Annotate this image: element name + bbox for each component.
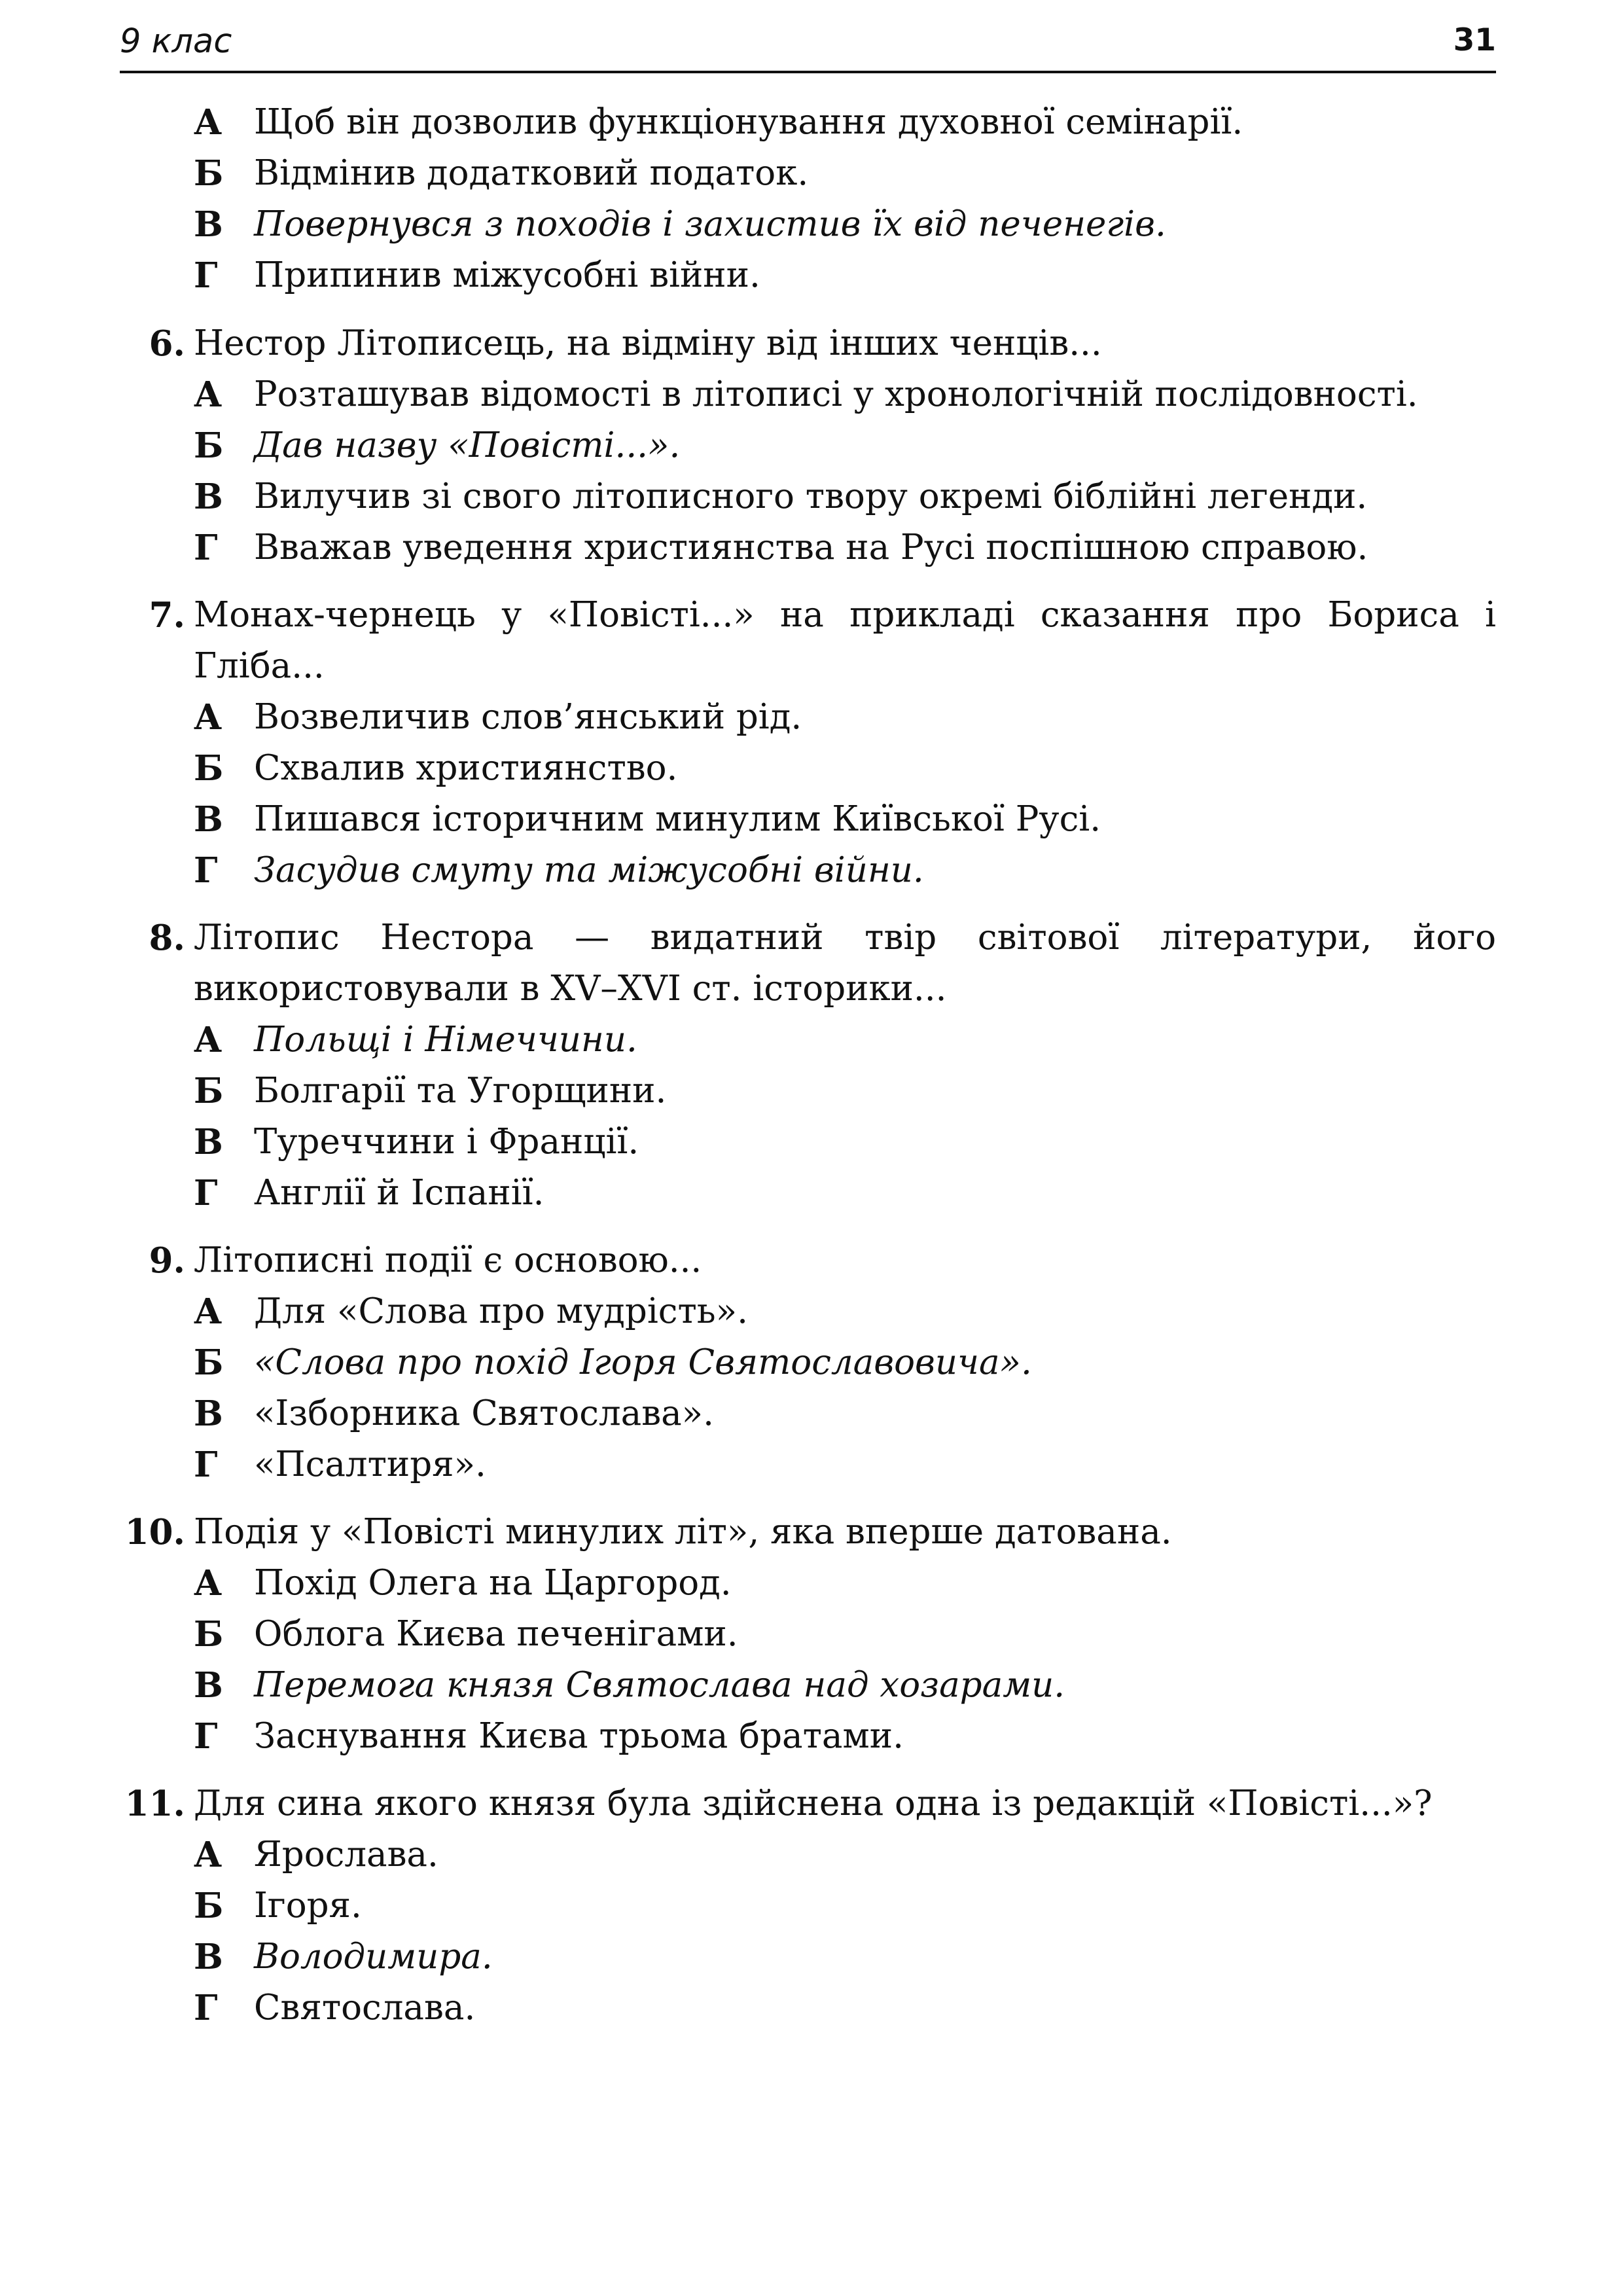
answer-options (194, 1286, 1496, 1490)
option-text: Святослава. (254, 1988, 476, 2028)
question-text: Літописні події є основою... (194, 1240, 702, 1280)
option-v (194, 1388, 1496, 1439)
option-letter: Г (194, 850, 218, 891)
question-text: Нестор Літописець, на відміну від інших ченців... (194, 323, 1102, 363)
question-number: 10. (124, 1512, 185, 1552)
option-letter: В (194, 1393, 223, 1434)
option-letter: А (194, 1291, 223, 1332)
option-g-correct (194, 845, 1496, 896)
option-letter: Б (194, 425, 224, 466)
option-letter: Б (194, 1071, 224, 1111)
option-g (194, 1711, 1496, 1762)
option-v-correct (194, 1931, 1496, 1982)
option-letter: А (194, 102, 223, 143)
answer-options (194, 369, 1496, 573)
option-g (194, 250, 1496, 301)
option-text: Припинив міжусобні війни. (254, 255, 760, 295)
option-letter: А (194, 1835, 223, 1875)
option-g (194, 1439, 1496, 1490)
option-text: Болгарії та Угорщини. (254, 1071, 667, 1111)
option-text: Дав назву «Повісті...». (254, 425, 681, 465)
option-g (194, 1168, 1496, 1219)
option-a (194, 692, 1496, 743)
question-number: 7. (149, 595, 185, 636)
option-letter: Г (194, 1444, 218, 1485)
option-text: Облога Києва печенігами. (254, 1614, 738, 1654)
option-letter: А (194, 1563, 223, 1604)
option-letter: Б (194, 1342, 224, 1383)
question-text: Подія у «Повісті минулих літ», яка вперше датована. (194, 1512, 1172, 1552)
question-8 (120, 912, 1496, 1219)
question-9 (120, 1235, 1496, 1490)
answer-options (194, 692, 1496, 896)
option-text: «Слова про похід Ігоря Святославовича». (254, 1342, 1032, 1382)
option-b (194, 1609, 1496, 1660)
option-text: Польщі і Німеччини. (254, 1020, 637, 1060)
option-v (194, 1117, 1496, 1168)
option-text: Для «Слова про мудрість». (254, 1291, 748, 1331)
option-letter: В (194, 1937, 223, 1977)
option-text: Схвалив християнство. (254, 748, 678, 788)
option-text: Ігоря. (254, 1886, 362, 1926)
question-number: 11. (124, 1784, 185, 1824)
option-v (194, 471, 1496, 522)
option-text: Розташував відомості в літописі у хронологічній послідовності. (254, 374, 1418, 414)
option-v-correct (194, 199, 1496, 250)
course-label: 9 клас (120, 22, 232, 61)
option-b (194, 1066, 1496, 1117)
question-number: 9. (149, 1240, 185, 1281)
option-b-correct (194, 420, 1496, 471)
question-number: 6. (149, 323, 185, 364)
option-text: Пишався історичним минулим Київської Русі. (254, 799, 1101, 839)
option-b-correct (194, 1337, 1496, 1388)
option-text: Англії й Іспанії. (254, 1173, 544, 1213)
option-letter: Г (194, 255, 218, 296)
option-letter: В (194, 1665, 223, 1706)
option-text: Перемога князя Святослава над хозарами. (254, 1665, 1065, 1705)
option-letter: А (194, 1020, 223, 1060)
option-letter: В (194, 1122, 223, 1162)
option-text: Відмінив додатковий податок. (254, 153, 809, 193)
option-letter: В (194, 204, 223, 245)
option-text: Возвеличив слов’янський рід. (254, 697, 802, 737)
question-10 (120, 1507, 1496, 1762)
option-letter: А (194, 697, 223, 738)
option-a-correct (194, 1014, 1496, 1066)
option-letter: Г (194, 1173, 218, 1213)
question-7 (120, 590, 1496, 896)
question-5-continued (120, 97, 1496, 301)
option-text: «Псалтиря». (254, 1444, 486, 1484)
option-a (194, 97, 1496, 148)
answer-options (194, 1014, 1496, 1219)
option-text: Похід Олега на Царгород. (254, 1563, 732, 1603)
option-letter: Г (194, 1988, 218, 2028)
question-text: Для сина якого князя була здійснена одна із редакцій «Повісті...»? (194, 1784, 1433, 1823)
option-text: Повернувся з походів і захистив їх від печенегів. (254, 204, 1166, 244)
option-text: «Ізборника Святослава». (254, 1393, 714, 1433)
option-letter: Г (194, 528, 218, 568)
question-text: Літопис Нестора — видатний твір світової літератури, його використовували в XV–XVI ст. історики... (194, 918, 1496, 1009)
option-letter: Б (194, 1886, 224, 1926)
option-letter: Г (194, 1716, 218, 1757)
test-questions (120, 97, 1496, 2050)
option-a (194, 1558, 1496, 1609)
option-letter: В (194, 476, 223, 517)
option-text: Вважав уведення християнства на Русі поспішною справою. (254, 528, 1368, 567)
answer-options (194, 1829, 1496, 2034)
page-number: 31 (1453, 22, 1496, 58)
option-a (194, 1829, 1496, 1880)
option-g (194, 1982, 1496, 2034)
option-v (194, 794, 1496, 845)
option-letter: Б (194, 1614, 224, 1655)
option-b (194, 148, 1496, 199)
question-text: Монах-чернець у «Повісті...» на прикладі сказання про Бориса і Гліба... (194, 595, 1496, 686)
question-11 (120, 1778, 1496, 2034)
option-v-correct (194, 1660, 1496, 1711)
option-text: Засудив смуту та міжусобні війни. (254, 850, 924, 890)
running-header (120, 21, 1496, 73)
option-a (194, 1286, 1496, 1337)
option-letter: А (194, 374, 223, 415)
question-6 (120, 318, 1496, 573)
option-letter: Б (194, 153, 224, 194)
answer-options (194, 97, 1496, 301)
question-number: 8. (149, 918, 185, 958)
option-text: Вилучив зі свого літописного твору окремі біблійні легенди. (254, 476, 1368, 516)
option-text: Туреччини і Франції. (254, 1122, 639, 1162)
option-text: Заснування Києва трьома братами. (254, 1716, 904, 1756)
option-a (194, 369, 1496, 420)
option-letter: В (194, 799, 223, 840)
option-b (194, 743, 1496, 794)
option-b (194, 1880, 1496, 1931)
option-text: Щоб він дозволив функціонування духовної семінарії. (254, 102, 1243, 142)
option-letter: Б (194, 748, 224, 789)
option-g (194, 522, 1496, 573)
option-text: Володимира. (254, 1937, 493, 1977)
answer-options (194, 1558, 1496, 1762)
option-text: Ярослава. (254, 1835, 438, 1874)
